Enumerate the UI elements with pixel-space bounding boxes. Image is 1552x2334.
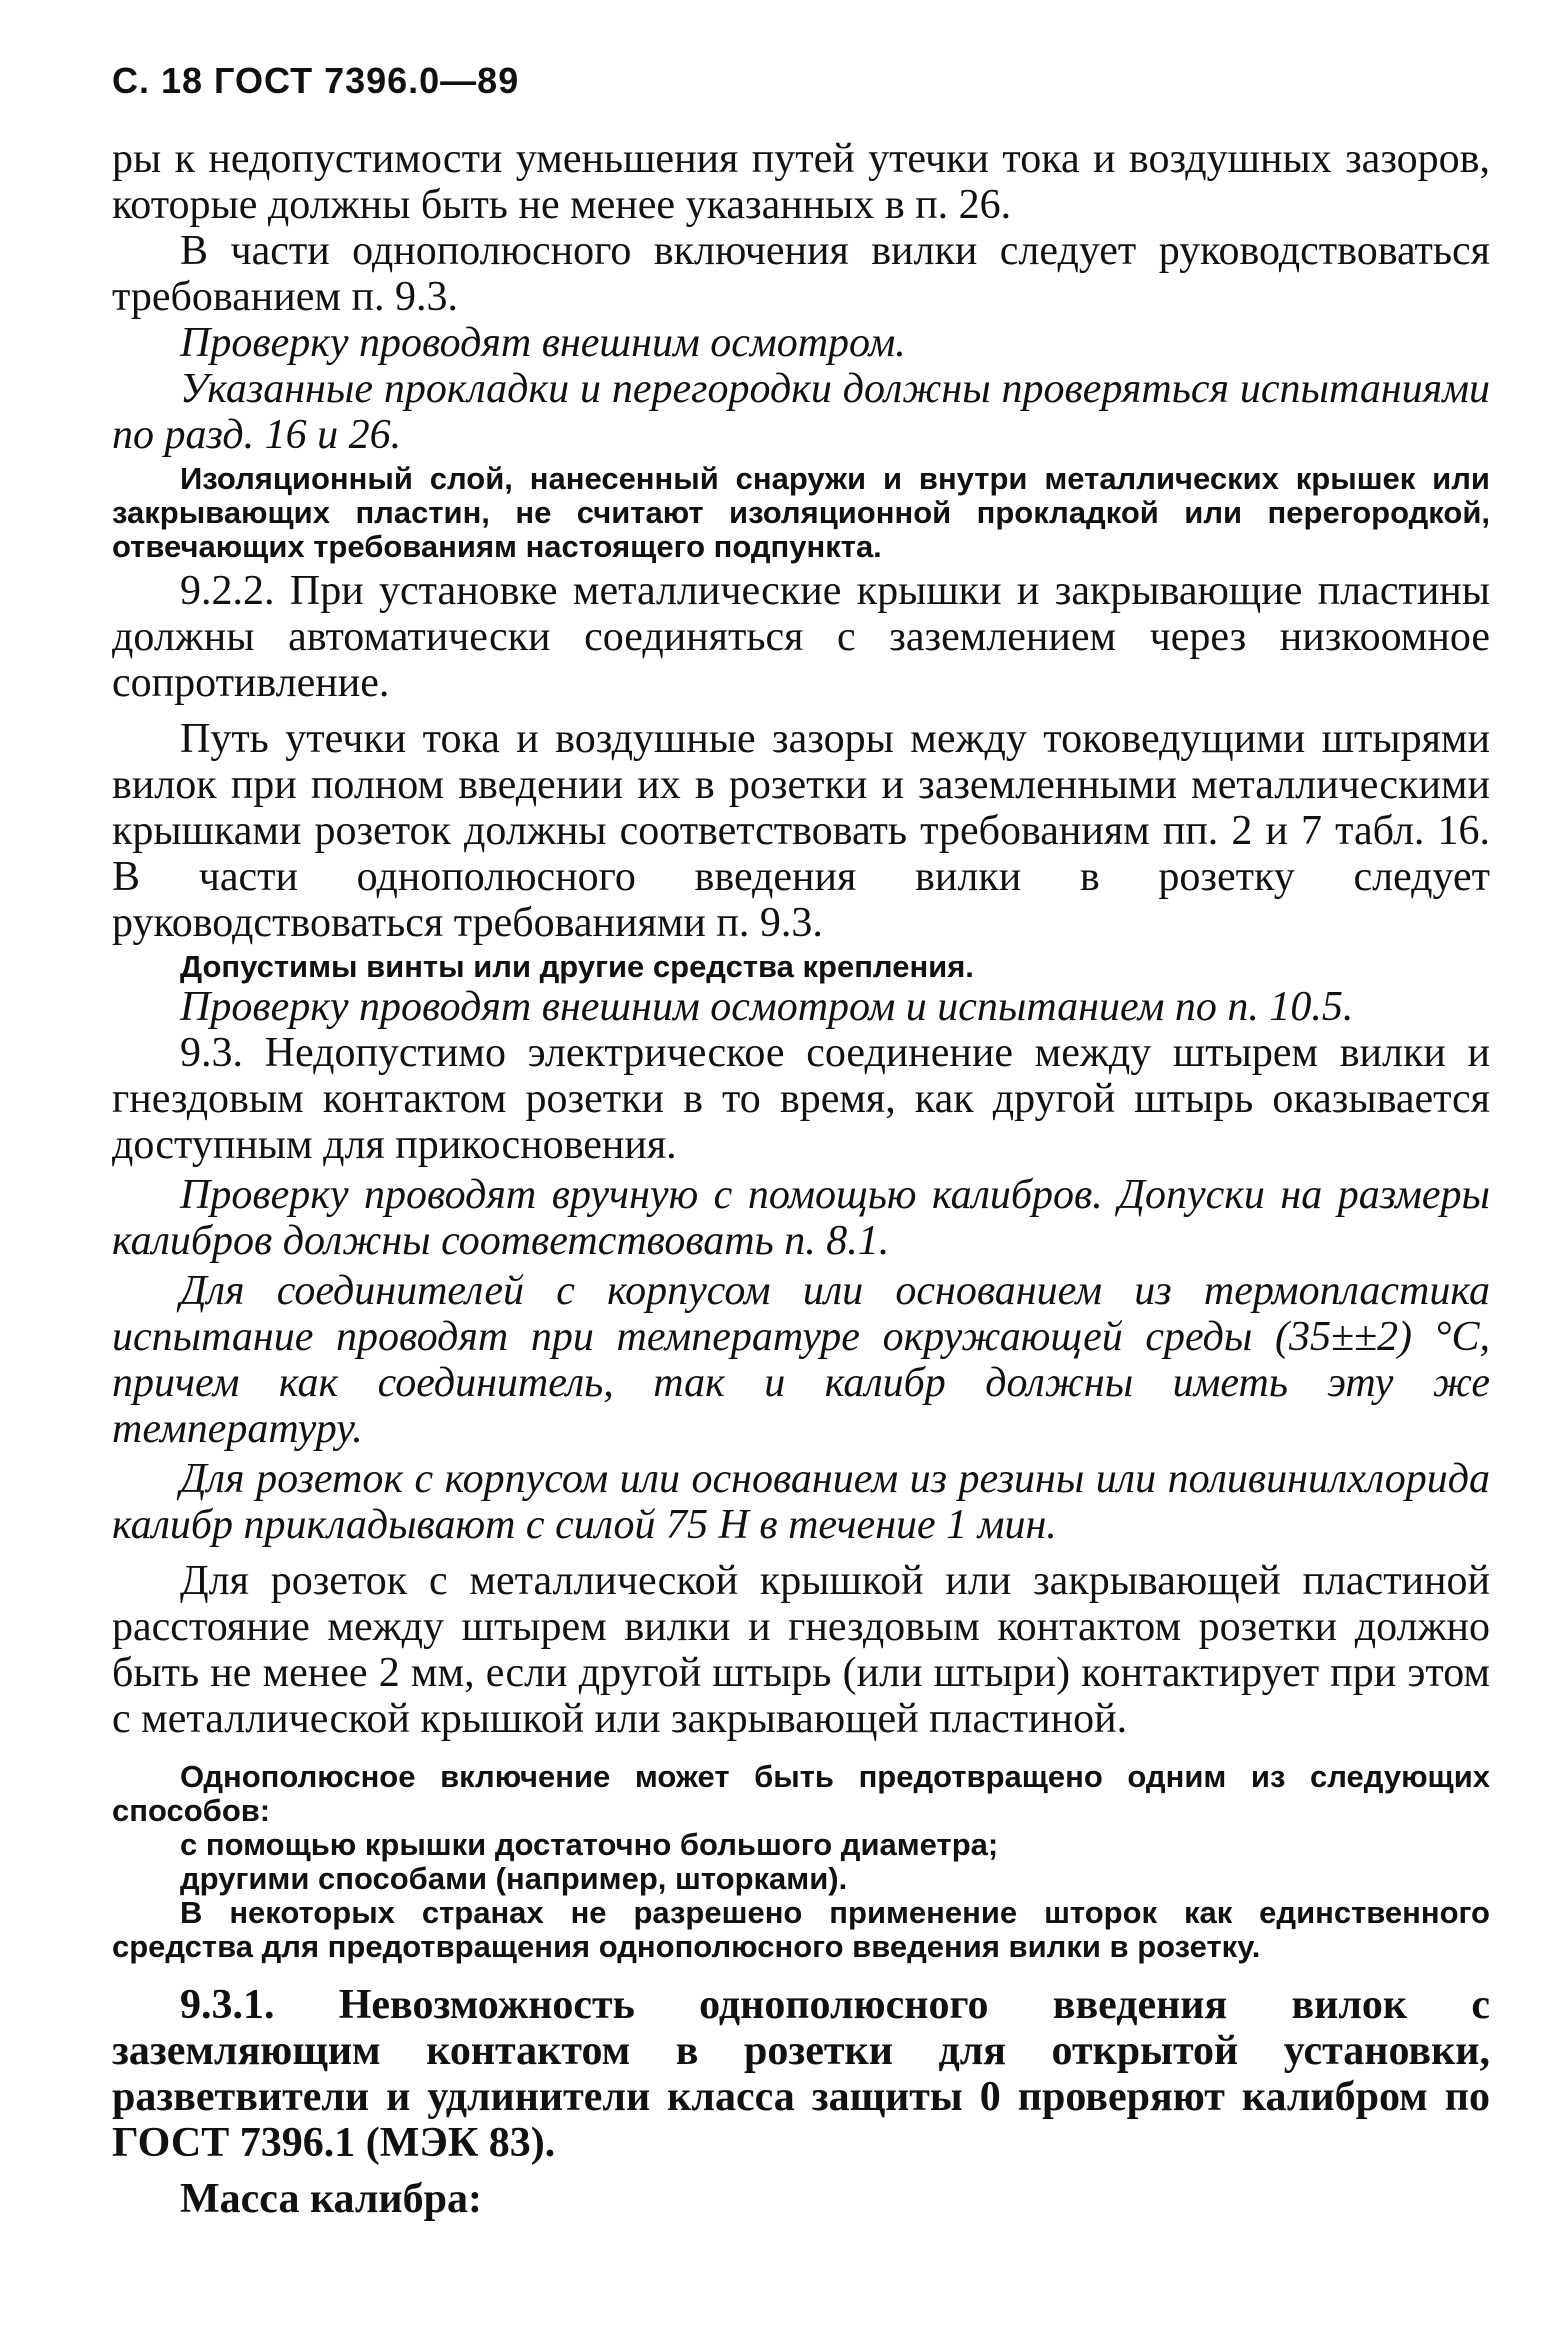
paragraph-gauge-mass: Масса калибра: [180,2176,482,2222]
paragraph-continuation: ры к недопустимости уменьшения путей утечки тока и воздушных зазоров, которые должны быть не менее указанных в п. 26. [112,136,1490,228]
paragraph-thermoplastic: Для соединителей с корпусом или основанием из термопластика испытание проводят при температуре окружающей среды (35±±2) °С, причем как соединитель, так и калибр должны иметь эту же температуру. [112,1268,1490,1452]
paragraph-check-10-5: Проверку проводят внешним осмотром и испытанием по п. 10.5. [180,984,1354,1030]
note-screws: Допустимы винты или другие средства крепления. [180,949,974,984]
note-prevention-methods: Однополюсное включение может быть предотвращено одним из следующих способов: [112,1759,1490,1828]
paragraph-check-visual: Проверку проводят внешним осмотром. [180,320,906,366]
clause-9-3: 9.3. Недопустимо электрическое соединение между штырем вилки и гнездовым контактом розетки в то время, как другой штырь оказывается доступным для прикосновения. [112,1030,1490,1168]
paragraph-creepage: Путь утечки тока и воздушные зазоры между токоведущими штырями вилок при полном введении их в розетки и заземленными металлическими крышками розеток должны соответствовать требованиям пп. 2 и 7 табл. 16. В части однополюсного введения вилки в розетку следует руководствоваться требованиями п. 9.3. [112,716,1490,946]
paragraph-check-gauges: Проверку проводят вручную с помощью калибров. Допуски на размеры калибров должны соответствовать п. 8.1. [112,1172,1490,1264]
document-page [112,60,1490,2222]
note-insulation-layer: Изоляционный слой, нанесенный снаружи и внутри металлических крышек или закрывающих пластин, не считают изоляционной прокладкой или перегородкой, отвечающих требованиям настоящего подпункта. [112,461,1490,564]
paragraph-rubber-pvc: Для розеток с корпусом или основанием из резины или поливинилхлорида калибр прикладывают с силой 75 Н в течение 1 мин. [112,1456,1490,1548]
paragraph-check-tests: Указанные прокладки и перегородки должны проверяться испытаниями по разд. 16 и 26. [112,366,1490,458]
page-header: С. 18 ГОСТ 7396.0—89 [112,60,520,101]
note-shutters-countries: В некоторых странах не разрешено применение шторок как единственного средства для предотвращения однополюсного введения вилки в розетку. [112,1895,1490,1964]
clause-9-2-2: 9.2.2. При установке металлические крышки и закрывающие пластины должны автоматически соединяться с заземлением через низкоомное сопротивление. [112,568,1490,706]
note-method-shutters: другими способами (например, шторками). [180,1861,848,1896]
clause-9-3-1: 9.3.1. Невозможность однополюсного введения вилок с заземляющим контактом в розетки для открытой установки, разветвители и удлинители класса защиты 0 проверяют калибром по ГОСТ 7396.1 (МЭК 83). [112,1982,1490,2166]
note-method-cover: с помощью крышки достаточно большого диаметра; [180,1827,999,1862]
paragraph-single-pole-note: В части однополюсного включения вилки следует руководствоваться требованием п. 9.3. [112,228,1490,320]
paragraph-metal-cover: Для розеток с металлической крышкой или закрывающей пластиной расстояние между штырем вилки и гнездовым контактом розетки должно быть не менее 2 мм, если другой штырь (или штыри) контактирует при этом с металлической крышкой или закрывающей пластиной. [112,1558,1490,1742]
